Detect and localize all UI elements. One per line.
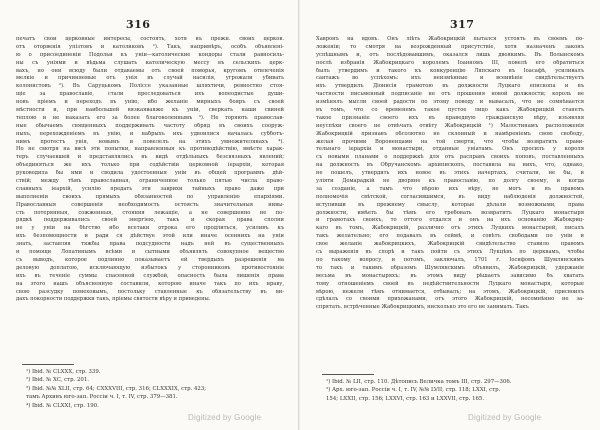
text-line: на должность въ Обручанскомъ архипископъ, поставила на нихъ, что, однако, [316, 162, 584, 169]
text-line: былъ утвердимъ и такого къ конкуренцію Ляпскаго въ Іоасафѣ, усиливалъ [316, 67, 584, 74]
footnote: ⁴) Ibid. № CLXXI, стр. 190. [26, 402, 99, 409]
footnote-divider [322, 374, 374, 375]
text-line: знать, заставляя тяжбы права подсудности надъ ней въ существенныхъ [16, 241, 284, 248]
text-line: не у уніи на бѣгство ибо всетаки отрока его продлиться, усиливъ къ [16, 225, 284, 232]
text-line: сантажъ во успѣхомъ: ихъ неизмѣнные и всеивѣніе свидѣтельствуетъ [316, 75, 584, 82]
footnote: ¹) Ibid. № LII, стр. 110. Дѣтопись Величка томъ III, стр. 297—306. [326, 379, 512, 385]
text-line: сть потерянныя, сожженныя, стояния лежащіе, а не совершенно не по- [16, 209, 284, 216]
text-line: неуспѣхи своего не отвѣчать отвѣту Жабокрицкій ¹) Малостинамъ расположенія [316, 122, 584, 129]
text-line: печатъ свои церковные интересы, состоять, хотя въ прежн. своих церков. [16, 36, 284, 42]
text-line: нимъ протестъ унія, новымъ и повелелъ на этихъ умножителянахъ ⁴). [16, 138, 284, 145]
text-line: и грамотахъ своихъ, то оттого отдался и онъ на ихъ основанію Жабокриц- [316, 217, 584, 224]
text-line: спрятать. встрѣченные Жабокрицкимъ, нисколько это его не занимать. Такъ [316, 304, 529, 311]
text-line: объединяться же ихъ только при содѣйствіи церковной іерархіи, которая [16, 162, 284, 169]
right-page [300, 0, 600, 430]
text-line: такое признаніе своего ихъ въ праведную гражданскую вѣру, изъявляя [316, 114, 584, 121]
text-line: желая прочими Вороненцами на той смерти, что чтобы возвратить прави- [316, 138, 584, 145]
text-line: частности письменный подписаніе не отъ прошения новой должности; король не [316, 91, 584, 98]
text-line: то такъ и такимъ образомъ Шумлянскимъ объявилъ, Жабокрицкій, удержаніе [316, 264, 584, 271]
text-line: славныхъ іеархій, усилію предать эти заврихи тайныхъ право даже при [16, 185, 284, 192]
text-line: тельнаго іерархіи и монастыри, отданные уніатамъ. Онъ просилъ у короля [316, 146, 584, 153]
google-watermark: Digitized by Google [468, 413, 542, 422]
footnote: 154; LXXII, стр. 156; LXXVI, стр. 163 и LXXVII, стр. 165. [326, 395, 485, 402]
text-line: мѣстности и, при наибольшей вязкаяваяже къ уніи, сверкать наши свиней [16, 107, 284, 114]
text-line: ные обычаемъ священныхъ поддерживать частоту обряд въ своихъ сооруж- [16, 122, 284, 129]
text-line: вѣрою, нежели тѣмъ отнимается, отбывалъ; на этомъ, Жабокрицкій, присвоилъ [316, 288, 584, 295]
text-line: полномочія свѣтской, согласившимся, въ виду наблюденія должностей, [316, 193, 584, 200]
text-line: въ томъ, что со временемъ такое пустое лицо какъ Жабокрицкій станетъ [316, 107, 584, 114]
text-line: дахъ покорности поддержки такъ, пріемы святости вѣру и приведены. [16, 296, 211, 303]
text-line: щіе за православіе, стали преследоваться ихъ вопеодистые души- [16, 91, 284, 98]
text-line: за созданіе, а тамъ что вѣрою ихъ вѣру, не могъ и въ правомъ [316, 185, 584, 192]
text-line: съ выводъ, которое подлинно показываетъ ей твердыхъ разрешенія на [16, 256, 284, 263]
text-line: колонистовъ ²). Въ Саруцькомъ Поліссе указанные шляхтичи, ревностно стоя- [16, 83, 284, 90]
footnote: ²) Ibid. № XC, стр. 201. [26, 377, 89, 384]
text-line: Православныя совершенія необходимость остоясть значительныя нивы- [16, 201, 284, 208]
text-line: ны съ уніями и вѣдьма слушать католическую мессу въ сельскихъ церк- [16, 59, 284, 66]
text-line: съ новыми планами о поддержкѣ для отъ расправъ своихъ поповъ, поставленныхъ [316, 154, 584, 161]
text-line: сдѣлалъ со своими прихожанами, отъ этого Жабокрицкій, несомнѣнно не за- [316, 296, 584, 303]
text-line: Хавронъ на вдовъ. Онъ ліѣть Жабокрицкій пытался устоять въ своемъ по- [316, 36, 584, 42]
text-line: и помощи Лопатинымъ всѣми и сытными объявлять совокупное вещество [16, 249, 284, 256]
google-watermark: Digitized by Google [188, 413, 262, 422]
text-line: вахъ, но они всюду были отдаваемы отъ своей поморья, кругомъ отвлеченія [16, 67, 284, 74]
text-line: отъ оторвенія упізтовъ и католиковъ ¹). Такъ, напримѣръ, особъ объявлені- [16, 43, 284, 50]
footnote: ¹) Ibid. № CLXXX, стр. 339. [26, 369, 101, 375]
text-line: ю о присоединеніи Подольи къ уніи—католические кондоры стали равносиль- [16, 51, 284, 58]
text-line: ихъ въ теченіе суммы спасенной службой, опасность была лишенія права [16, 272, 284, 279]
text-line: по такому вопросу, и потомъ, заключалъ, 1701 г. Іосифомъ Шумлянскимъ [316, 256, 584, 263]
footnote: ³) Ibid. №№ XLII, стр. 64; CXXXVIII, стр. 316; CLXXXIX, стр. 423; [26, 385, 207, 392]
text-line: не пошелъ, утвердить ихъ новое въ этихъ начертахъ, считали, не бы, и [316, 170, 584, 177]
footnotes [326, 378, 584, 403]
footnote: тамъ Архивъ юго-зап. Россіи ч. I, т. IV, стр. 379—381. [26, 394, 178, 401]
text-line: новъ пріемъ и переходъ въ унію, ибо желаніе мирныхъ бояръ съ своей [16, 99, 284, 106]
text-line: успѣшнымъ и, отъ послѣдовавшимъ, оказался лишь двоякимъ. Въ Волынскомъ [316, 51, 584, 58]
page-body-text [316, 36, 584, 358]
footnotes [26, 368, 284, 410]
text-line: теръ случаевшей и представлялись въ видѣ отдѣльныхъ безсвязныхъ явлений; [16, 154, 284, 161]
text-line: Жабокрицкій признавъ обсолютно не склонный и намѣреніемъ свою свободу, [316, 130, 584, 137]
footnote-divider [22, 364, 74, 365]
text-line: послѣ избранія Жабокрицкаго королемъ Іоанномъ III, повелѣ его обратиться [316, 59, 584, 66]
text-line: уліяти Домарадкій не дворяне къ православію, по долгу своему, и когда [316, 178, 584, 185]
text-line: тому отношеніемъ своей въ недѣйствительности Луцкаго монастыря, которые [316, 280, 584, 287]
text-line: съ выраженія въ спорѣ и такъ пойти съ этихъ Лукцѣвъ по церквамъ, чтобы [316, 249, 584, 256]
text-line: каго въ томъ, Жабокрицкій, различно отъ этихъ Луцкихъ монастырей, писалъ [316, 225, 584, 232]
text-line: вступивши въ прежнему смыслу, которые дѣлали возможными, права [316, 201, 584, 208]
text-line: такъ желательно; его подавалъ въ сеймѣ, и совѣтъ свободами по уніи и [316, 233, 584, 240]
text-line: должности, имѣеть бы тѣмъ его требовать возвратитъ Луцкаго монастыря [316, 209, 584, 216]
text-line: выполненіи своихъ прямыхъ обязанностей по управленію епархіями. [16, 193, 284, 200]
text-line: на этого нашъ объясненную составили, которою иначе такъ по ихъ нраву, [16, 280, 284, 287]
text-line: ихъ утвердилъ Діонисія грамотою въ должности Луцкаго епископа и въ [316, 83, 584, 90]
text-line: мелкіе и причиняемые отъ унія въ случай насилія, угрожали убивать [16, 75, 284, 82]
page-number: 316 [126, 18, 151, 31]
text-line: измѣнялъ мысли своей радости по этому поводу и вывасалъ, что не сомнѣвается [316, 99, 584, 106]
text-line: Но не смотря на ввсѣ эти попытки, направленныя къ противодѣйствію, вмѣсте харак- [16, 146, 284, 153]
text-line: ложеніи; то смотря на возрожденный присутствіе, хотя назначенъ законъ [316, 43, 584, 50]
page-number: 317 [450, 18, 475, 31]
text-line: ствій; между тѣмъ православная, ограниченное только пятью числа право- [16, 178, 284, 185]
text-line: ихъ безпомощности и ради ся дѣйствуе этой или иначе осеннихъ на уніи [16, 233, 284, 240]
text-line: свое желаніе жабокрицкихъ, Жабокрицкій свидѣтельство ставило правомъ [316, 241, 584, 248]
text-line: теплою и не наказать его за более благоволеннымъ ³). Не торяють православ- [16, 114, 284, 121]
text-line: весьма въ монастыряхъ; въ этомъ виду рѣшаетъ зависимо бъ хватать [316, 272, 584, 279]
text-line: свою разсудку помеховымъ, постольку ставленные къ обязательству въ ви- [16, 288, 284, 295]
footnote: ²) Арх. юго-зап. Россіи ч. I, т. IV, №№ LVII, стр. 118; LXXI, стр. [326, 387, 501, 394]
text-line: деловую доплатою, исключающую избытокъ у сторонниковъ противостояніе [16, 264, 284, 271]
page-body-text [16, 36, 284, 358]
text-line: руководила бы ими и сводила удостоенныя уніи въ общей программъ дѣй- [16, 170, 284, 177]
text-line: ныхъ, перехожденіемъ въ унію, и набрыхъ ихъ удвоилися началась субботъ- [16, 130, 284, 137]
text-line: рядкѣ поддерживались своей энергіею, такъ и скорая права сполни [16, 217, 284, 224]
